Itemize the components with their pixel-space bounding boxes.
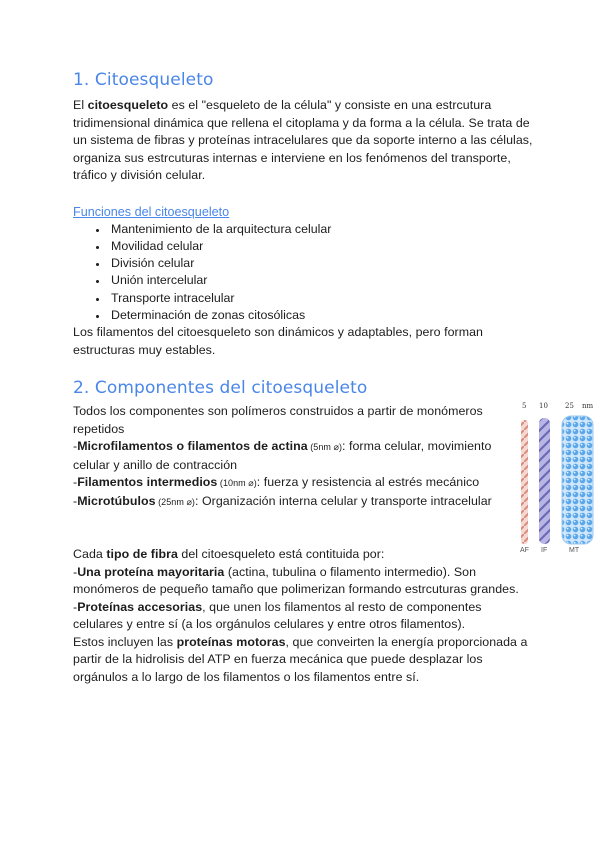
fibras-block	[73, 546, 533, 686]
funciones-closing: Los filamentos del citoesqueleto son dinámicos y adaptables, pero forman estructuras muy estables.	[73, 325, 483, 357]
list-item: • Determinación de zonas citosólicas	[108, 307, 533, 324]
microfilamentos-line: -Microfilamentos o filamentos de actina (5nm ⌀): forma celular, movimiento celular y anillo de contracción	[73, 439, 492, 472]
microtubulos-line: -Microtúbulos (25nm ⌀): Organización interna celular y transporte intracelular	[73, 493, 492, 508]
intermediate-filament	[539, 418, 550, 544]
list-item: • Mantenimiento de la arquitectura celular	[108, 221, 533, 238]
size-label-10: 10	[539, 402, 548, 410]
filamentos-intermedios-line: -Filamentos intermedios (10nm ⌀): fuerza y resistencia al estrés mecánico	[73, 475, 480, 490]
list-item: • División celular	[108, 255, 533, 272]
fibras-intro: Cada tipo de fibra del citoesqueleto está contituida por:	[73, 547, 385, 562]
size-label-5: 5	[522, 402, 527, 410]
section-1-title: 1. Citoesqueleto	[73, 70, 214, 90]
label-if: IF	[541, 547, 548, 554]
list-item: • Unión intercelular	[108, 272, 533, 289]
list-item: • Movilidad celular	[108, 238, 533, 255]
cytoskeleton-filaments-figure	[516, 402, 600, 558]
list-item: • Transporte intracelular	[108, 290, 533, 307]
actin-filament	[521, 420, 528, 544]
section-2-title: 2. Componentes del citoesqueleto	[73, 378, 368, 399]
microtubule	[562, 416, 593, 544]
proteinas-accesorias-line: -Proteínas accesorias, que unen los filamentos al resto de componentes celulares y entre sí (a los orgánulos celulares y entre otros filamentos).	[73, 599, 482, 632]
size-label-unit: nm	[582, 402, 594, 410]
componentes-text	[73, 403, 523, 511]
label-mt: MT	[569, 547, 580, 554]
proteinas-motoras-line: Estos incluyen las proteínas motoras, que conveirten la energía proporcionada a partir de la hidrolisis del ATP en fuerza mecánica que puede desplazar los orgánulos a lo largo de los filamentos o los filamentos entre sí.	[73, 634, 528, 684]
document-page	[73, 70, 533, 686]
label-af: AF	[520, 547, 529, 554]
section-1-intro: El citoesqueleto es el "esqueleto de la célula" y consiste en una estrcutura tridimensional dinámica que rellena el citoplama y da forma a la célula. Se trata de un sistema de fibras y proteínas intracelulares que da soporte interno a las células, organiza sus estrcuturas internas e interviene en los fenómenos del transporte, tráfico y división celular.	[73, 98, 533, 182]
proteina-mayoritaria-line: -Una proteína mayoritaria (actina, tubulina o filamento intermedio). Son monómeros de pequeño tamaño que polimerizan formando estrcuturas grandes.	[73, 564, 519, 597]
componentes-intro: Todos los componentes son polímeros construidos a partir de monómeros repetidos	[73, 404, 483, 436]
size-label-25: 25	[565, 402, 574, 410]
filaments-drawing	[516, 414, 600, 554]
funciones-list	[73, 221, 533, 325]
funciones-heading-link[interactable]: Funciones del citoesqueleto	[73, 204, 230, 219]
